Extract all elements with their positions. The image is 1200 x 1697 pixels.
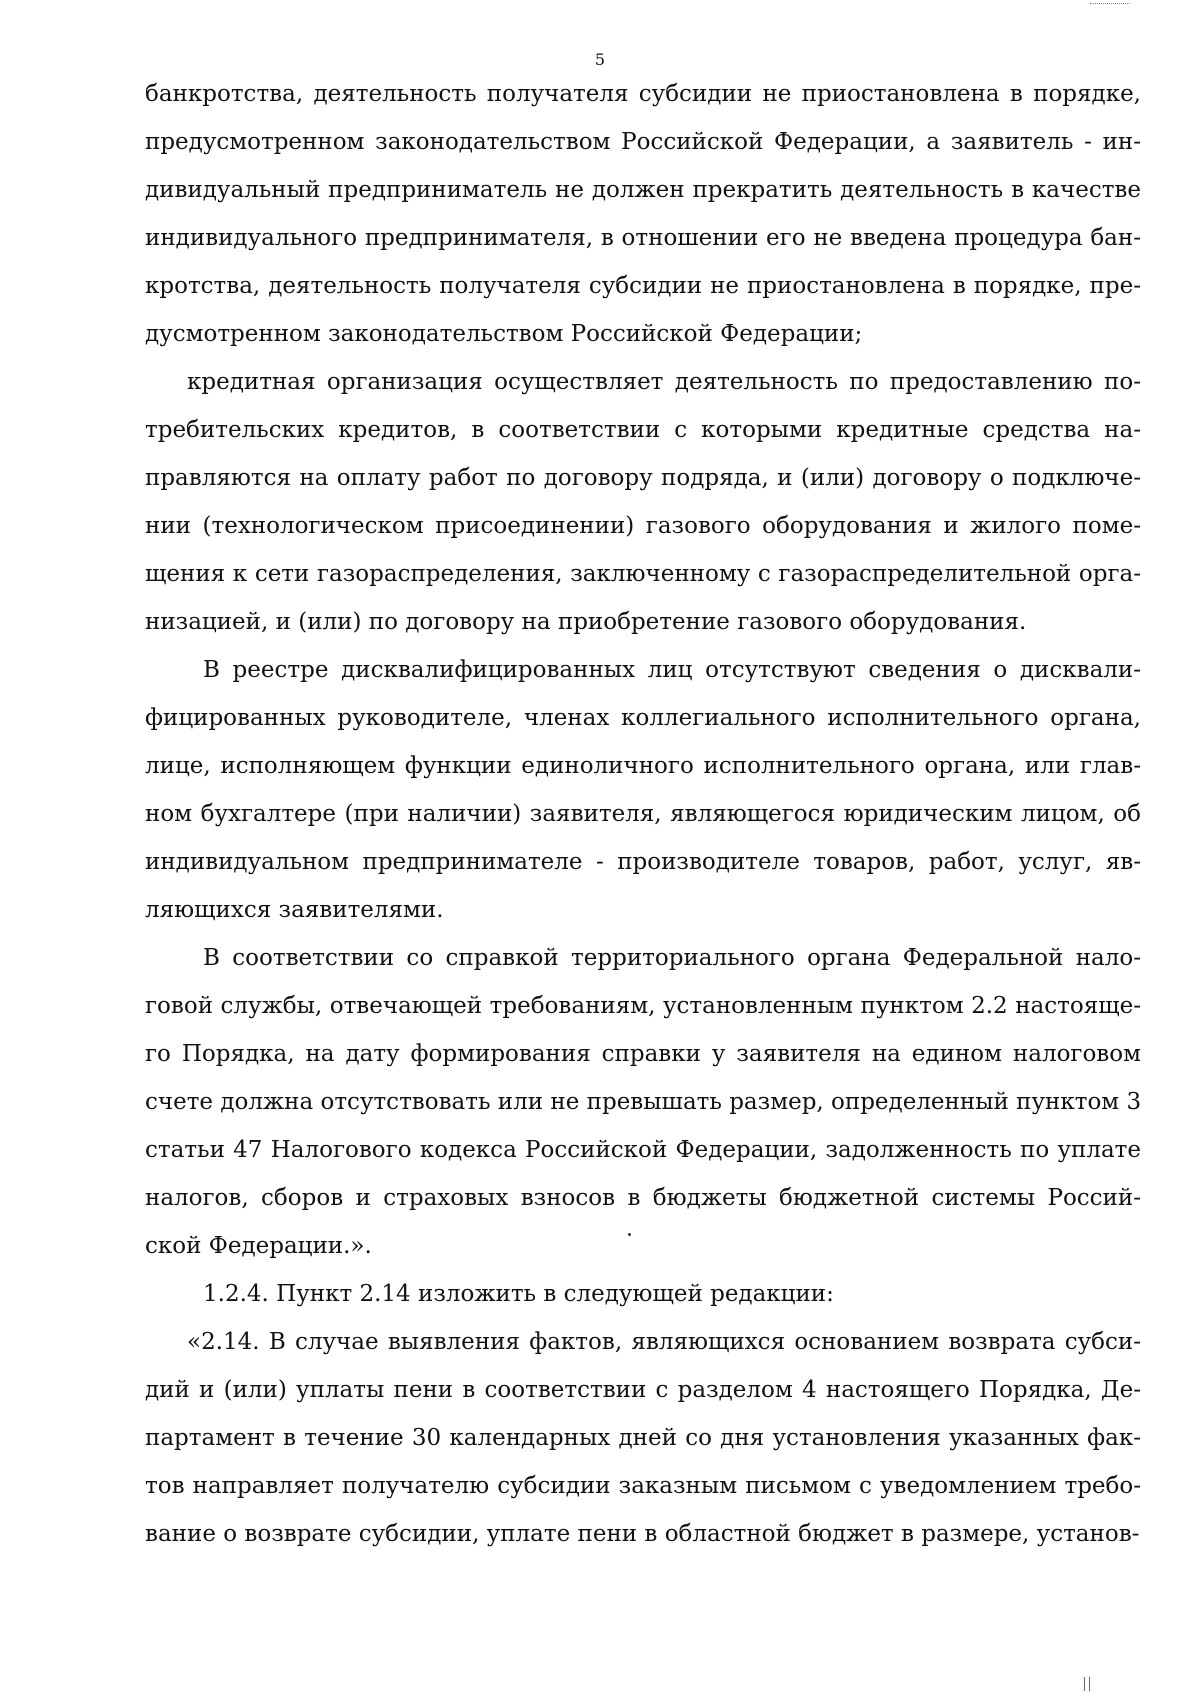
text-line: дий и (или) уплаты пени в соответствии с разделом 4 настоящего Порядка, Де- xyxy=(145,1377,1141,1403)
text-line: нии (технологическом присоединении) газового оборудования и жилого поме- xyxy=(145,513,1141,539)
text-line: кредитная организация осуществляет деятельность по предоставлению по- xyxy=(187,369,1141,395)
text-line: дусмотренном законодательством Российской Федерации; xyxy=(145,321,863,347)
paragraph xyxy=(145,934,1141,1270)
scan-speck xyxy=(628,1233,631,1236)
paragraph xyxy=(145,1270,1141,1318)
text-line: В соответствии со справкой территориального органа Федеральной нало- xyxy=(203,945,1141,971)
text-line: говой службы, отвечающей требованиям, установленным пунктом 2.2 настояще- xyxy=(145,993,1141,1019)
paragraph xyxy=(145,358,1141,646)
text-line: вание о возврате субсидии, уплате пени в областной бюджет в размере, установ- xyxy=(145,1521,1140,1547)
document-body xyxy=(145,70,1141,1558)
text-line: низацией, и (или) по договору на приобретение газового оборудования. xyxy=(145,609,1027,635)
paragraph xyxy=(145,646,1141,934)
text-line: ской Федерации.». xyxy=(145,1233,372,1259)
text-line: партамент в течение 30 календарных дней со дня установления указанных фак- xyxy=(145,1425,1141,1451)
scan-artifact-bottom xyxy=(1084,1677,1090,1691)
text-line: тов направляет получателю субсидии заказным письмом с уведомлением требо- xyxy=(145,1473,1141,1499)
text-line: индивидуальном предпринимателе - производителе товаров, работ, услуг, яв- xyxy=(145,849,1141,875)
text-line: кротства, деятельность получателя субсидии не приостановлена в порядке, пре- xyxy=(145,273,1141,299)
scan-artifact-top xyxy=(1090,0,1130,4)
text-line: 1.2.4. Пункт 2.14 изложить в следующей редакции: xyxy=(203,1281,834,1307)
text-line: лице, исполняющем функции единоличного исполнительного органа, или глав- xyxy=(145,753,1141,779)
page-number: 5 xyxy=(594,50,606,69)
paragraph xyxy=(145,1318,1141,1558)
text-line: ном бухгалтере (при наличии) заявителя, являющегося юридическим лицом, об xyxy=(145,801,1141,827)
paragraph xyxy=(145,70,1141,358)
text-line: В реестре дисквалифицированных лиц отсутствуют сведения о дисквали- xyxy=(203,657,1141,683)
text-line: «2.14. В случае выявления фактов, являющихся основанием возврата субси- xyxy=(187,1329,1141,1355)
text-line: банкротства, деятельность получателя субсидии не приостановлена в порядке, xyxy=(145,81,1141,107)
text-line: щения к сети газораспределения, заключенному с газораспределительной орга- xyxy=(145,561,1141,587)
text-line: правляются на оплату работ по договору подряда, и (или) договору о подключе- xyxy=(145,465,1141,491)
text-line: требительских кредитов, в соответствии с которыми кредитные средства на- xyxy=(145,417,1141,443)
text-line: ляющихся заявителями. xyxy=(145,897,444,923)
text-line: предусмотренном законодательством Российской Федерации, а заявитель - ин- xyxy=(145,129,1141,155)
text-line: налогов, сборов и страховых взносов в бюджеты бюджетной системы Россий- xyxy=(145,1185,1141,1211)
text-line: счете должна отсутствовать или не превышать размер, определенный пунктом 3 xyxy=(145,1089,1142,1115)
text-line: индивидуального предпринимателя, в отношении его не введена процедура бан- xyxy=(145,225,1141,251)
text-line: го Порядка, на дату формирования справки у заявителя на едином налоговом xyxy=(145,1041,1141,1067)
text-line: статьи 47 Налогового кодекса Российской Федерации, задолженность по уплате xyxy=(145,1137,1141,1163)
text-line: фицированных руководителе, членах коллегиального исполнительного органа, xyxy=(145,705,1141,731)
text-line: дивидуальный предприниматель не должен прекратить деятельность в качестве xyxy=(145,177,1141,203)
